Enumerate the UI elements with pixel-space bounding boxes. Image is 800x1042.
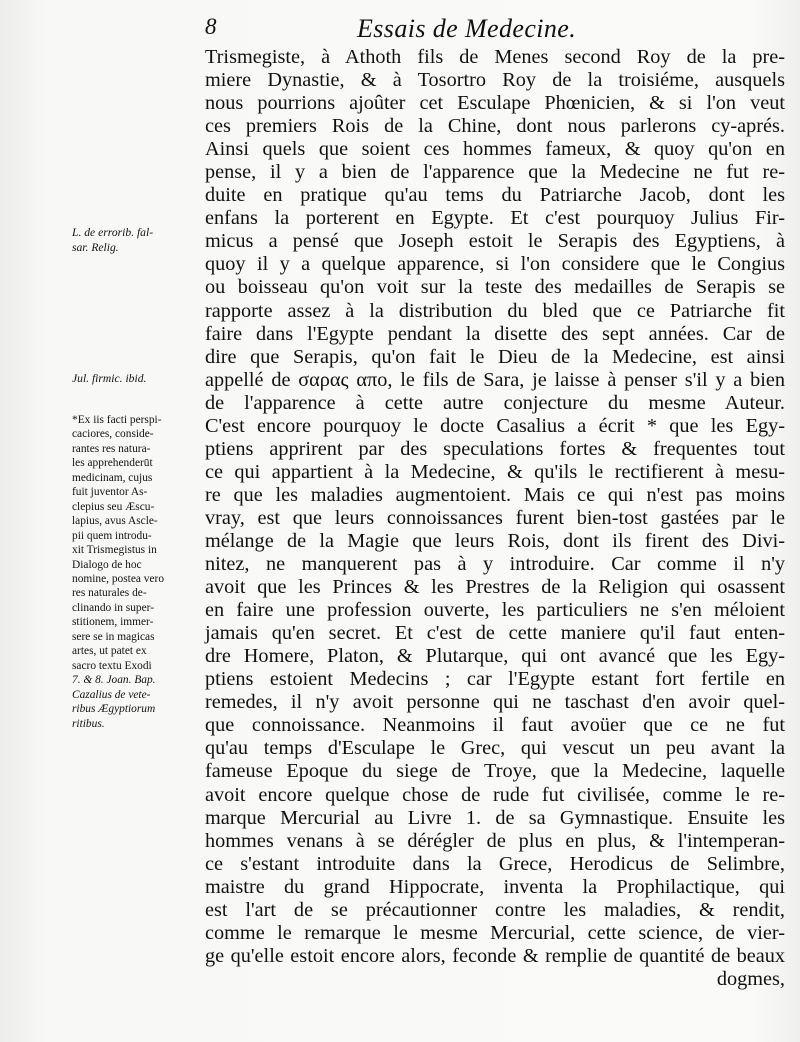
text-line: comme le remarque le mesme Mercurial, cette science, de vier- <box>205 921 785 944</box>
page-header <box>205 14 785 50</box>
margin-note-line: caciores, conside- <box>72 428 154 441</box>
margin-note-line: clepius seu Æscu- <box>72 500 155 513</box>
margin-note-line: medicinam, cujus <box>72 471 153 484</box>
text-line: rapporte assez à la distribution du bled que ce Patriarche fit <box>205 299 785 322</box>
text-line: pense, il y a bien de l'apparence que la Medecine ne fut re- <box>205 161 785 184</box>
margin-note-line: sacro textu Exodi <box>72 659 152 672</box>
text-line: faire dans l'Egypte pendant la disette des sept années. Car de <box>205 322 785 345</box>
margin-note-line: Dialogo de hoc <box>72 558 142 571</box>
text-line: ptiens estoient Medecins ; car l'Egypte estant fort fertile en <box>205 668 785 691</box>
text-line: Ainsi quels que soient ces hommes fameux, & quoy qu'on en <box>205 138 785 161</box>
margin-note-line: ritibus. <box>72 717 105 730</box>
text-line: Trismegiste, à Athoth fils de Menes second Roy de la pre- <box>205 46 785 68</box>
margin-note-line: *Ex iis facti perspi- <box>72 414 162 426</box>
text-line: enfans la porterent en Egypte. Et c'est pourquoy Julius Fir- <box>205 207 785 230</box>
page-number: 8 <box>205 14 217 39</box>
text-line: appellé de σαρας απο, le fils de Sara, je laisse à penser s'il y a bien <box>205 368 785 391</box>
margin-note-line: les apprehenderūt <box>72 457 153 470</box>
text-line: micus a pensé que Joseph estoit le Serapis des Egyptiens, à <box>205 230 785 253</box>
text-line: remedes, il n'y avoit personne qui ne taschast d'en avoir quel- <box>205 691 785 714</box>
text-line: qu'au temps d'Esculape le Grec, qui vescut un peu avant la <box>205 737 785 760</box>
margin-note-line: xit Trismegistus in <box>72 544 157 557</box>
text-line: dogmes, <box>716 967 785 990</box>
margin-note-firmic <box>72 372 200 387</box>
margin-note-line: pii quem introdu- <box>72 529 152 542</box>
margin-note-errorib <box>72 226 200 255</box>
running-title: Essais de Medecine. <box>357 14 577 43</box>
text-line: ce qui appartient à la Medecine, & qu'ils le rectifierent à mesu- <box>205 460 785 483</box>
main-text-block <box>205 46 785 991</box>
text-line: vray, est que leurs connoissances furent bien-tost gastées par le <box>205 506 785 529</box>
text-line: fameuse Epoque du siege de Troye, que la Medecine, laquelle <box>205 760 785 783</box>
margin-note-line: sere se in magicas <box>72 630 155 643</box>
text-line: nous pourrions ajoûter cet Esculape Phœnicien, & si l'on veut <box>205 92 785 115</box>
margin-note-line: sar. Relig. <box>72 240 119 254</box>
text-line: marque Mercurial au Livre 1. de sa Gymnastique. Ensuite les <box>205 806 785 829</box>
text-line: nitez, ne manquerent pas à y introduire. Car comme il n'y <box>205 553 785 576</box>
text-line: dire que Serapis, qu'on fait le Dieu de la Medecine, est ainsi <box>205 345 785 368</box>
margin-note-line: rantes res natura- <box>72 442 151 455</box>
text-line: C'est encore pourquoy le docte Casalius a écrit * que les Egy- <box>205 414 785 437</box>
margin-note-line: 7. & 8. Joan. Bap. <box>72 674 156 687</box>
text-line: quoy il y a quelque apparence, si l'on considere que le Congius <box>205 253 785 276</box>
text-line: ce s'estant introduite dans la Grece, Herodicus de Selimbre, <box>205 852 785 875</box>
text-line: que connoissance. Neanmoins il faut avoüer que ce ne fut <box>205 714 785 737</box>
text-line: dre Homere, Platon, & Plutarque, qui ont avancé que les Egy- <box>205 645 785 668</box>
margin-note-line: fuit juventor As- <box>72 486 148 499</box>
text-line: de l'apparence à cette autre conjecture du mesme Auteur. <box>205 391 785 414</box>
margin-note-line: stitionem, immer- <box>72 616 154 629</box>
text-line: ptiens apprirent par des speculations fortes & frequentes tout <box>205 437 785 460</box>
margin-note-line: Cazalius de vete- <box>72 688 151 701</box>
margin-note-line: lapius, avus Ascle- <box>72 515 158 528</box>
margin-note-line: ribus Ægyptiorum <box>72 703 156 716</box>
text-line: en faire une profession ouverte, les particuliers ne s'en méloient <box>205 599 785 622</box>
text-line: miere Dynastie, & à Tosortro Roy de la troisiéme, ausquels <box>205 69 785 92</box>
text-line: ou boisseau qu'on voit sur la teste des medailles de Serapis se <box>205 276 785 299</box>
text-line: est l'art de se précautionner contre les maladies, & rendit, <box>205 898 785 921</box>
margin-note-line: res naturales de- <box>72 587 147 600</box>
margin-note-line: clinando in super- <box>72 601 155 614</box>
text-line: re que les maladies augmentoient. Mais ce qui n'est pas moins <box>205 483 785 506</box>
text-line: duite en pratique qu'au tems du Patriarche Jacob, dont les <box>205 184 785 207</box>
text-line: maistre du grand Hippocrate, inventa la Prophilactique, qui <box>205 875 785 898</box>
text-line: ge qu'elle estoit encore alors, feconde & remplie de quantité de beaux <box>205 944 785 967</box>
text-line: avoit que les Princes & les Prestres de la Religion qui osassent <box>205 576 785 599</box>
margin-note-line: artes, ut patet ex <box>72 645 147 658</box>
text-line: mélange de la Magie que leurs Rois, dont ils firent des Divi- <box>205 529 785 552</box>
text-line: ces premiers Rois de la Chine, dont nous parlerons cy-aprés. <box>205 115 785 138</box>
margin-note-line: Jul. firmic. ibid. <box>72 372 147 385</box>
margin-note-line: nomine, postea vero <box>72 572 165 585</box>
text-line: jamais qu'en secret. Et c'est de cette maniere qu'il faut enten- <box>205 622 785 645</box>
text-line: hommes venans à se dérégler de plus en plus, & l'intemperan- <box>205 829 785 852</box>
text-line: avoit encore quelque chose de rude fut civilisée, comme le re- <box>205 783 785 806</box>
margin-note-line: L. de errorib. fal- <box>72 226 154 239</box>
margin-note-footnote-casalius <box>72 413 200 731</box>
